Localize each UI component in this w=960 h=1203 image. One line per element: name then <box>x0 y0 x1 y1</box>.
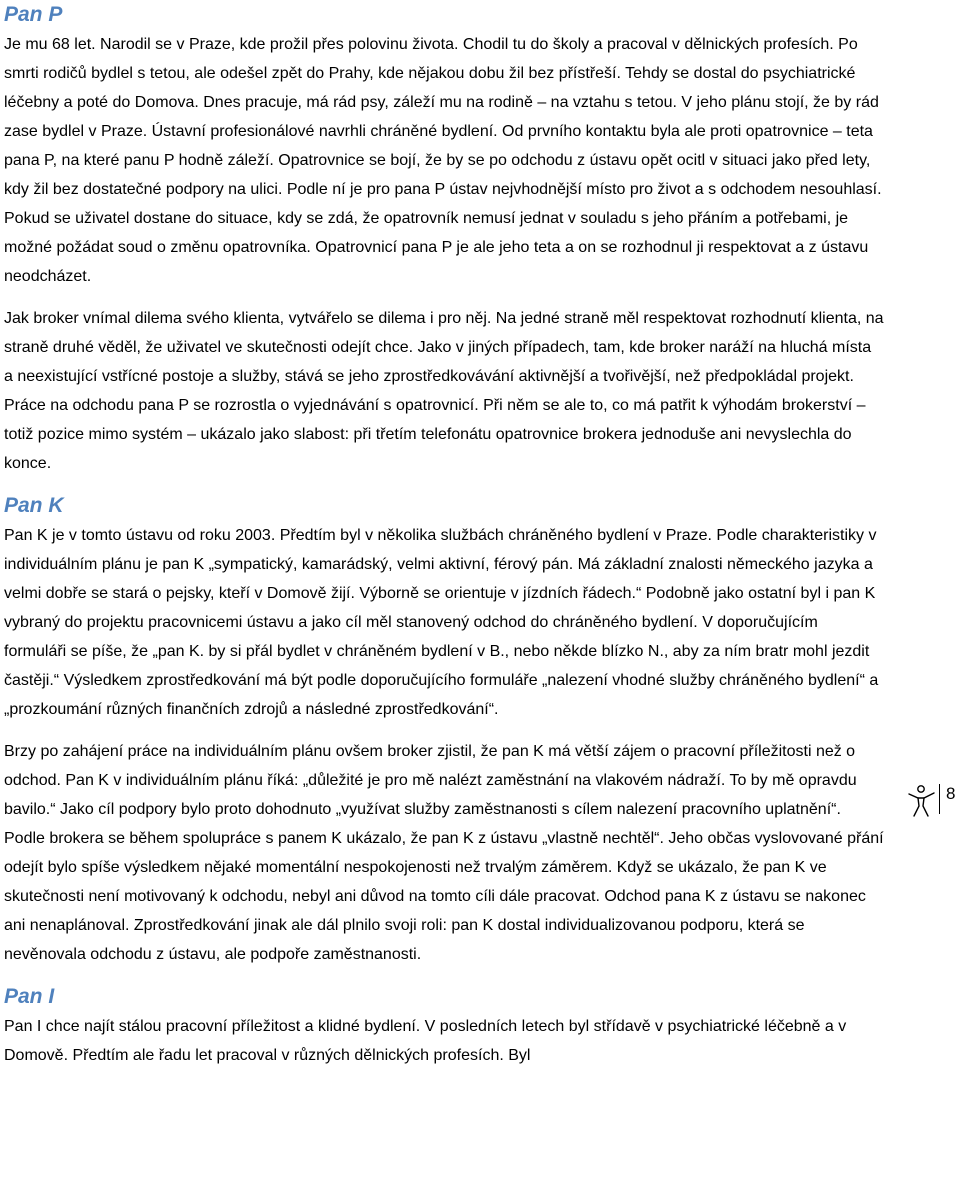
paragraph-pan-p-1: Je mu 68 let. Narodil se v Praze, kde prožil přes polovinu života. Chodil tu do školy a pracoval v dělnických profesích. Po smrti rodičů bydlel s tetou, ale odešel zpět do Prahy, kde nějakou dobu žil bez přístřeší. Tehdy se dostal do psychiatrické léčebny a poté do Domova. Dnes pracuje, má rád psy, záleží mu na rodině – na vztahu s tetou. V jeho plánu stojí, že by rád zase bydlel v Praze. Ústavní profesionálové navrhli chráněné bydlení. Od prvního kontaktu byla ale proti opatrovnice – teta pana P, na které panu P hodně záleží. Opatrovnice se bojí, že by se po odchodu z ústavu opět ocitl v situaci jako před lety, kdy žil bez dostatečné podpory na ulici. Podle ní je pro pana P ústav nejvhodnější místo pro život a s odchodem nesouhlasí. Pokud se uživatel dostane do situace, kdy se zdá, že opatrovník nemusí jednat v souladu s jeho přáním a potřebami, je možné požádat soud o změnu opatrovníka. Opatrovnicí pana P je ale jeho teta a on se rozhodnul ji respektovat a z ústavu neodcházet. <box>4 36 882 285</box>
page-marker <box>906 782 960 822</box>
page-marker-divider <box>939 784 940 814</box>
document-page <box>4 0 884 1070</box>
section-heading-pan-k: Pan K <box>4 494 64 517</box>
section-heading-pan-p: Pan P <box>4 3 63 26</box>
paragraph-pan-k-2: Brzy po zahájení práce na individuálním plánu ovšem broker zjistil, že pan K má větší zájem o pracovní příležitosti než o odchod. Pan K v individuálním plánu říká: „důležité je pro mě nalézt zaměstnání na vlakovém nádraží. To by mě opravdu bavilo.“ Jako cíl podpory bylo proto dohodnuto „využívat služby zaměstnanosti s cílem nalezení pracovního uplatnění“. Podle brokera se během spolupráce s panem K ukázalo, že pan K z ústavu „vlastně nechtěl“. Jeho občas vyslovované přání odejít bylo spíše výsledkem nějaké momentální nespokojenosti než trvalým záměrem. Když se ukázalo, že pan K ve skutečnosti není motivovaný k odchodu, nebyl ani důvod na tomto cíli dále pracovat. Odchod pana K z ústavu se nakonec ani nenaplánoval. Zprostředkování jinak ale dál plnilo svoji roli: pan K dostal individualizovanou podporu, která se nevěnovala odchodu z ústavu, ale podpoře zaměstnanosti. <box>4 743 884 963</box>
paragraph-pan-i-1: Pan I chce najít stálou pracovní příležitost a klidné bydlení. V posledních letech byl střídavě v psychiatrické léčebně a v Domově. Předtím ale řadu let pracoval v různých dělnických profesích. Byl <box>4 1018 847 1064</box>
paragraph-pan-k-1: Pan K je v tomto ústavu od roku 2003. Předtím byl v několika službách chráněného bydlení v Praze. Podle charakteristiky v individuálním plánu je pan K „sympatický, kamarádský, velmi aktivní, férový pán. Má základní znalosti německého jazyka a velmi dobře se stará o pejsky, kteří v Domově žijí. Výborně se orientuje v jízdních řádech.“ Podobně jako ostatní byl i pan K vybraný do projektu pracovnicemi ústavu a jako cíl měl stanovený odchod do chráněného bydlení. V doporučujícím formuláři se píše, že „pan K. by si přál bydlet v chráněném bydlení v B., nebo někde blízko N., aby za ním bratr mohl jezdit častěji.“ Výsledkem zprostředkování má být podle doporučujícího formuláře „nalezení vhodné služby chráněného bydlení“ a „prozkoumání různých finančních zdrojů a následné zprostředkování“. <box>4 527 879 718</box>
section-heading-pan-i: Pan I <box>4 985 55 1008</box>
page-number: 8 <box>946 784 956 803</box>
paragraph-pan-p-2: Jak broker vnímal dilema svého klienta, vytvářelo se dilema i pro něj. Na jedné straně měl respektovat rozhodnutí klienta, na straně druhé věděl, že uživatel ve skutečnosti odejít chce. Jako v jiných případech, tam, kde broker naráží na hluchá místa a neexistující vstřícné postoje a služby, stává se jeho zprostředkovávání aktivnější a tvořivější, než předpokládal projekt. Práce na odchodu pana P se rozrostla o vyjednávání s opatrovnicí. Při něm se ale to, co má patřit k výhodám brokerství – totiž pozice mimo systém – ukázalo jako slabost: při třetím telefonátu opatrovnice brokera jednoduše ani nevyslechla do konce. <box>4 310 884 472</box>
